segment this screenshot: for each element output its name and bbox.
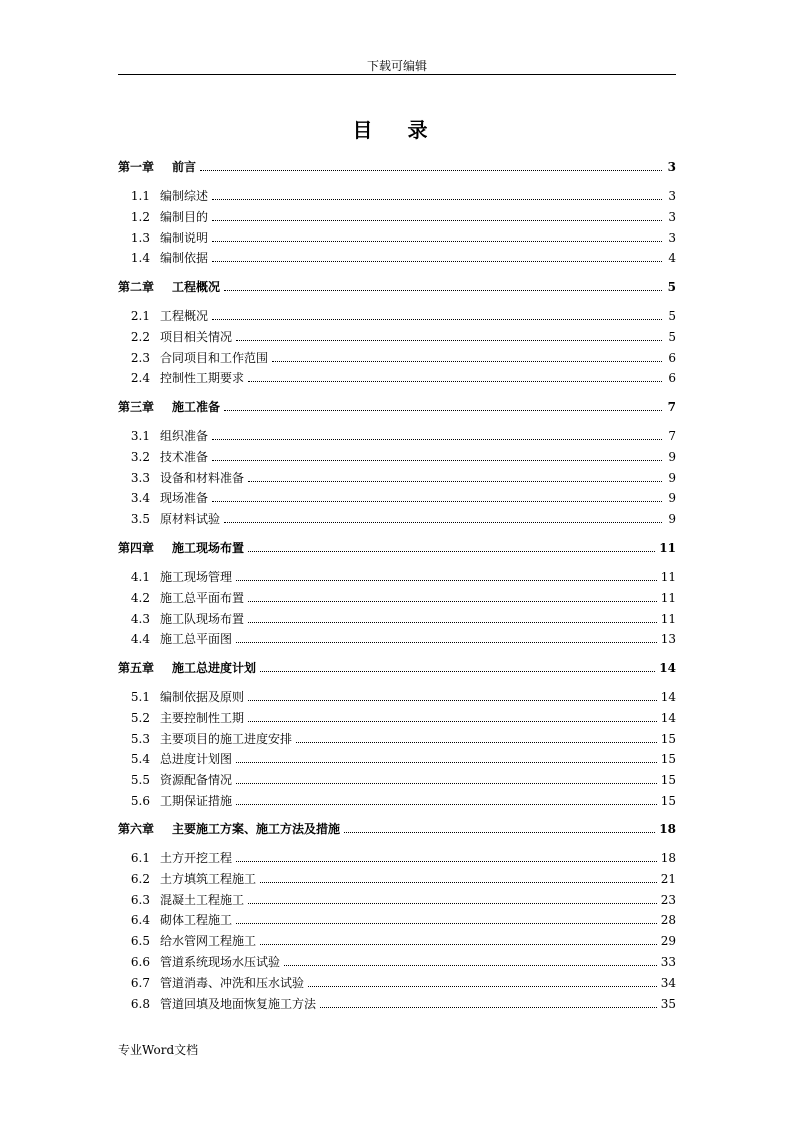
dot-leader — [248, 380, 662, 382]
dot-leader — [320, 1006, 657, 1008]
section-number: 6.2 — [130, 872, 150, 886]
page-number: 18 — [659, 822, 676, 836]
page-number: 11 — [659, 541, 676, 555]
section-title: 施工现场管理 — [160, 570, 233, 584]
toc-section-entry[interactable] — [118, 995, 676, 1013]
page-number: 4 — [668, 251, 676, 265]
toc-section-entry[interactable] — [118, 730, 676, 748]
dot-leader — [248, 699, 657, 701]
dot-leader — [212, 198, 662, 200]
page-number: 15 — [660, 773, 676, 787]
dot-leader — [236, 922, 657, 924]
dot-leader — [248, 600, 657, 602]
section-number: 6.7 — [130, 976, 150, 990]
toc-section-entry[interactable] — [118, 489, 676, 507]
page-footer: 专业Word文档 — [118, 1043, 199, 1057]
toc-section-entry[interactable] — [118, 630, 676, 648]
page-number: 29 — [660, 934, 676, 948]
page-number: 9 — [668, 491, 676, 505]
chapter-title: 施工现场布置 — [172, 541, 245, 555]
toc-title: 目 录 — [352, 118, 442, 142]
section-title: 管道系统现场水压试验 — [160, 955, 281, 969]
section-title: 工期保证措施 — [160, 794, 233, 808]
dot-leader — [272, 360, 662, 362]
toc-section-entry[interactable] — [118, 891, 676, 909]
dot-leader — [212, 318, 662, 320]
section-number: 2.3 — [130, 351, 150, 365]
dot-leader — [248, 480, 662, 482]
toc-section-entry[interactable] — [118, 510, 676, 528]
dot-leader — [296, 741, 657, 743]
section-number: 1.2 — [130, 210, 150, 224]
toc-section-entry[interactable] — [118, 448, 676, 466]
section-number: 2.1 — [130, 309, 150, 323]
page-number: 21 — [660, 872, 676, 886]
section-number: 3.5 — [130, 512, 150, 526]
page-number: 3 — [668, 189, 676, 203]
dot-leader — [248, 550, 655, 552]
dot-leader — [248, 902, 657, 904]
page-number: 28 — [660, 913, 676, 927]
page-number: 7 — [667, 400, 676, 414]
dot-leader — [236, 339, 662, 341]
page-number: 9 — [668, 512, 676, 526]
toc-section-entry[interactable] — [118, 208, 676, 226]
section-number: 6.3 — [130, 893, 150, 907]
section-title: 控制性工期要求 — [160, 371, 245, 385]
dot-leader — [212, 240, 662, 242]
page-number: 9 — [668, 450, 676, 464]
dot-leader — [224, 521, 662, 523]
section-title: 编制依据及原则 — [160, 690, 245, 704]
section-number: 3.3 — [130, 471, 150, 485]
toc-section-entry[interactable] — [118, 911, 676, 929]
toc-section-entry[interactable] — [118, 932, 676, 950]
toc-chapter-entry[interactable] — [118, 398, 676, 416]
dot-leader — [344, 831, 655, 833]
dot-leader — [224, 289, 662, 291]
section-number: 6.6 — [130, 955, 150, 969]
toc-chapter-entry[interactable] — [118, 539, 676, 557]
dot-leader — [308, 985, 657, 987]
section-title: 资源配备情况 — [160, 773, 233, 787]
page-number: 33 — [660, 955, 676, 969]
toc-section-entry[interactable] — [118, 771, 676, 789]
page-number: 7 — [668, 429, 676, 443]
page-number: 13 — [660, 632, 676, 646]
dot-leader — [212, 438, 662, 440]
dot-leader — [212, 219, 662, 221]
section-number: 5.4 — [130, 752, 150, 766]
page-number: 23 — [660, 893, 676, 907]
section-title: 管道消毒、冲洗和压水试验 — [160, 976, 305, 990]
section-number: 3.2 — [130, 450, 150, 464]
page-number: 34 — [660, 976, 676, 990]
toc-chapter-entry[interactable] — [118, 820, 676, 838]
chapter-number: 第五章 — [118, 661, 155, 675]
chapter-title: 工程概况 — [172, 280, 221, 294]
toc-section-entry[interactable] — [118, 249, 676, 267]
toc-section-entry[interactable] — [118, 870, 676, 888]
section-number: 5.2 — [130, 711, 150, 725]
section-title: 项目相关情况 — [160, 330, 233, 344]
section-title: 编制目的 — [160, 210, 209, 224]
toc-section-entry[interactable] — [118, 953, 676, 971]
dot-leader — [236, 579, 657, 581]
section-title: 管道回填及地面恢复施工方法 — [160, 997, 317, 1011]
chapter-title: 施工总进度计划 — [172, 661, 257, 675]
toc-chapter-entry[interactable] — [118, 278, 676, 296]
section-number: 6.5 — [130, 934, 150, 948]
section-number: 4.4 — [130, 632, 150, 646]
dot-leader — [236, 782, 657, 784]
section-number: 6.8 — [130, 997, 150, 1011]
chapter-title: 施工准备 — [172, 400, 221, 414]
section-title: 工程概况 — [160, 309, 209, 323]
toc-section-entry[interactable] — [118, 568, 676, 586]
section-number: 4.1 — [130, 570, 150, 584]
chapter-number: 第二章 — [118, 280, 155, 294]
dot-leader — [236, 761, 657, 763]
section-title: 给水管网工程施工 — [160, 934, 257, 948]
page-number: 14 — [660, 711, 676, 725]
dot-leader — [260, 943, 657, 945]
section-title: 技术准备 — [160, 450, 209, 464]
chapter-number: 第四章 — [118, 541, 155, 555]
page-number: 14 — [659, 661, 676, 675]
toc-section-entry[interactable] — [118, 750, 676, 768]
section-number: 4.3 — [130, 612, 150, 626]
page-number: 3 — [667, 160, 676, 174]
section-title: 主要控制性工期 — [160, 711, 245, 725]
section-title: 土方填筑工程施工 — [160, 872, 257, 886]
page-number: 3 — [668, 231, 676, 245]
toc-section-entry[interactable] — [118, 187, 676, 205]
toc-section-entry[interactable] — [118, 589, 676, 607]
dot-leader — [284, 964, 657, 966]
section-number: 1.3 — [130, 231, 150, 245]
page-number: 5 — [667, 280, 676, 294]
page-number: 5 — [668, 330, 676, 344]
dot-leader — [248, 621, 657, 623]
page-number: 35 — [660, 997, 676, 1011]
header-divider — [118, 74, 676, 75]
page-number: 6 — [668, 351, 676, 365]
section-title: 原材料试验 — [160, 512, 221, 526]
page-number: 9 — [668, 471, 676, 485]
dot-leader — [212, 260, 662, 262]
chapter-number: 第三章 — [118, 400, 155, 414]
section-title: 编制综述 — [160, 189, 209, 203]
toc-section-entry[interactable] — [118, 792, 676, 810]
dot-leader — [212, 500, 662, 502]
chapter-title: 主要施工方案、施工方法及措施 — [172, 822, 341, 836]
section-number: 2.4 — [130, 371, 150, 385]
section-title: 设备和材料准备 — [160, 471, 245, 485]
section-title: 总进度计划图 — [160, 752, 233, 766]
page-number: 11 — [660, 570, 676, 584]
chapter-number: 第六章 — [118, 822, 155, 836]
section-title: 合同项目和工作范围 — [160, 351, 269, 365]
dot-leader — [260, 881, 657, 883]
page-number: 6 — [668, 371, 676, 385]
dot-leader — [236, 641, 657, 643]
section-number: 6.1 — [130, 851, 150, 865]
section-title: 编制依据 — [160, 251, 209, 265]
toc-section-entry[interactable] — [118, 610, 676, 628]
section-title: 施工队现场布置 — [160, 612, 245, 626]
section-number: 5.6 — [130, 794, 150, 808]
dot-leader — [212, 459, 662, 461]
section-number: 3.1 — [130, 429, 150, 443]
page-number: 11 — [660, 612, 676, 626]
dot-leader — [236, 803, 657, 805]
page-number: 18 — [660, 851, 676, 865]
dot-leader — [200, 169, 662, 171]
toc-chapter-entry[interactable] — [118, 158, 676, 176]
toc-section-entry[interactable] — [118, 307, 676, 325]
section-number: 1.1 — [130, 189, 150, 203]
dot-leader — [224, 409, 662, 411]
dot-leader — [236, 860, 657, 862]
toc-section-entry[interactable] — [118, 688, 676, 706]
toc-section-entry[interactable] — [118, 427, 676, 445]
section-number: 2.2 — [130, 330, 150, 344]
section-title: 混凝土工程施工 — [160, 893, 245, 907]
page-number: 15 — [660, 732, 676, 746]
page-number: 15 — [660, 752, 676, 766]
section-number: 5.3 — [130, 732, 150, 746]
section-title: 土方开挖工程 — [160, 851, 233, 865]
section-title: 施工总平面图 — [160, 632, 233, 646]
toc-section-entry[interactable] — [118, 469, 676, 487]
toc-section-entry[interactable] — [118, 229, 676, 247]
section-title: 施工总平面布置 — [160, 591, 245, 605]
chapter-number: 第一章 — [118, 160, 155, 174]
toc-section-entry[interactable] — [118, 369, 676, 387]
section-title: 编制说明 — [160, 231, 209, 245]
toc-section-entry[interactable] — [118, 709, 676, 727]
section-title: 主要项目的施工进度安排 — [160, 732, 293, 746]
section-number: 5.5 — [130, 773, 150, 787]
section-number: 1.4 — [130, 251, 150, 265]
toc-section-entry[interactable] — [118, 974, 676, 992]
section-title: 组织准备 — [160, 429, 209, 443]
toc-chapter-entry[interactable] — [118, 659, 676, 677]
toc-section-entry[interactable] — [118, 349, 676, 367]
page-number: 3 — [668, 210, 676, 224]
section-number: 5.1 — [130, 690, 150, 704]
dot-leader — [248, 720, 657, 722]
page-header: 下载可编辑 — [366, 59, 427, 73]
section-number: 4.2 — [130, 591, 150, 605]
page-number: 15 — [660, 794, 676, 808]
toc-section-entry[interactable] — [118, 328, 676, 346]
section-title: 砌体工程施工 — [160, 913, 233, 927]
page-number: 11 — [660, 591, 676, 605]
dot-leader — [260, 670, 655, 672]
section-title: 现场准备 — [160, 491, 209, 505]
toc-section-entry[interactable] — [118, 849, 676, 867]
page-number: 5 — [668, 309, 676, 323]
section-number: 3.4 — [130, 491, 150, 505]
chapter-title: 前言 — [172, 160, 197, 174]
page-number: 14 — [660, 690, 676, 704]
section-number: 6.4 — [130, 913, 150, 927]
